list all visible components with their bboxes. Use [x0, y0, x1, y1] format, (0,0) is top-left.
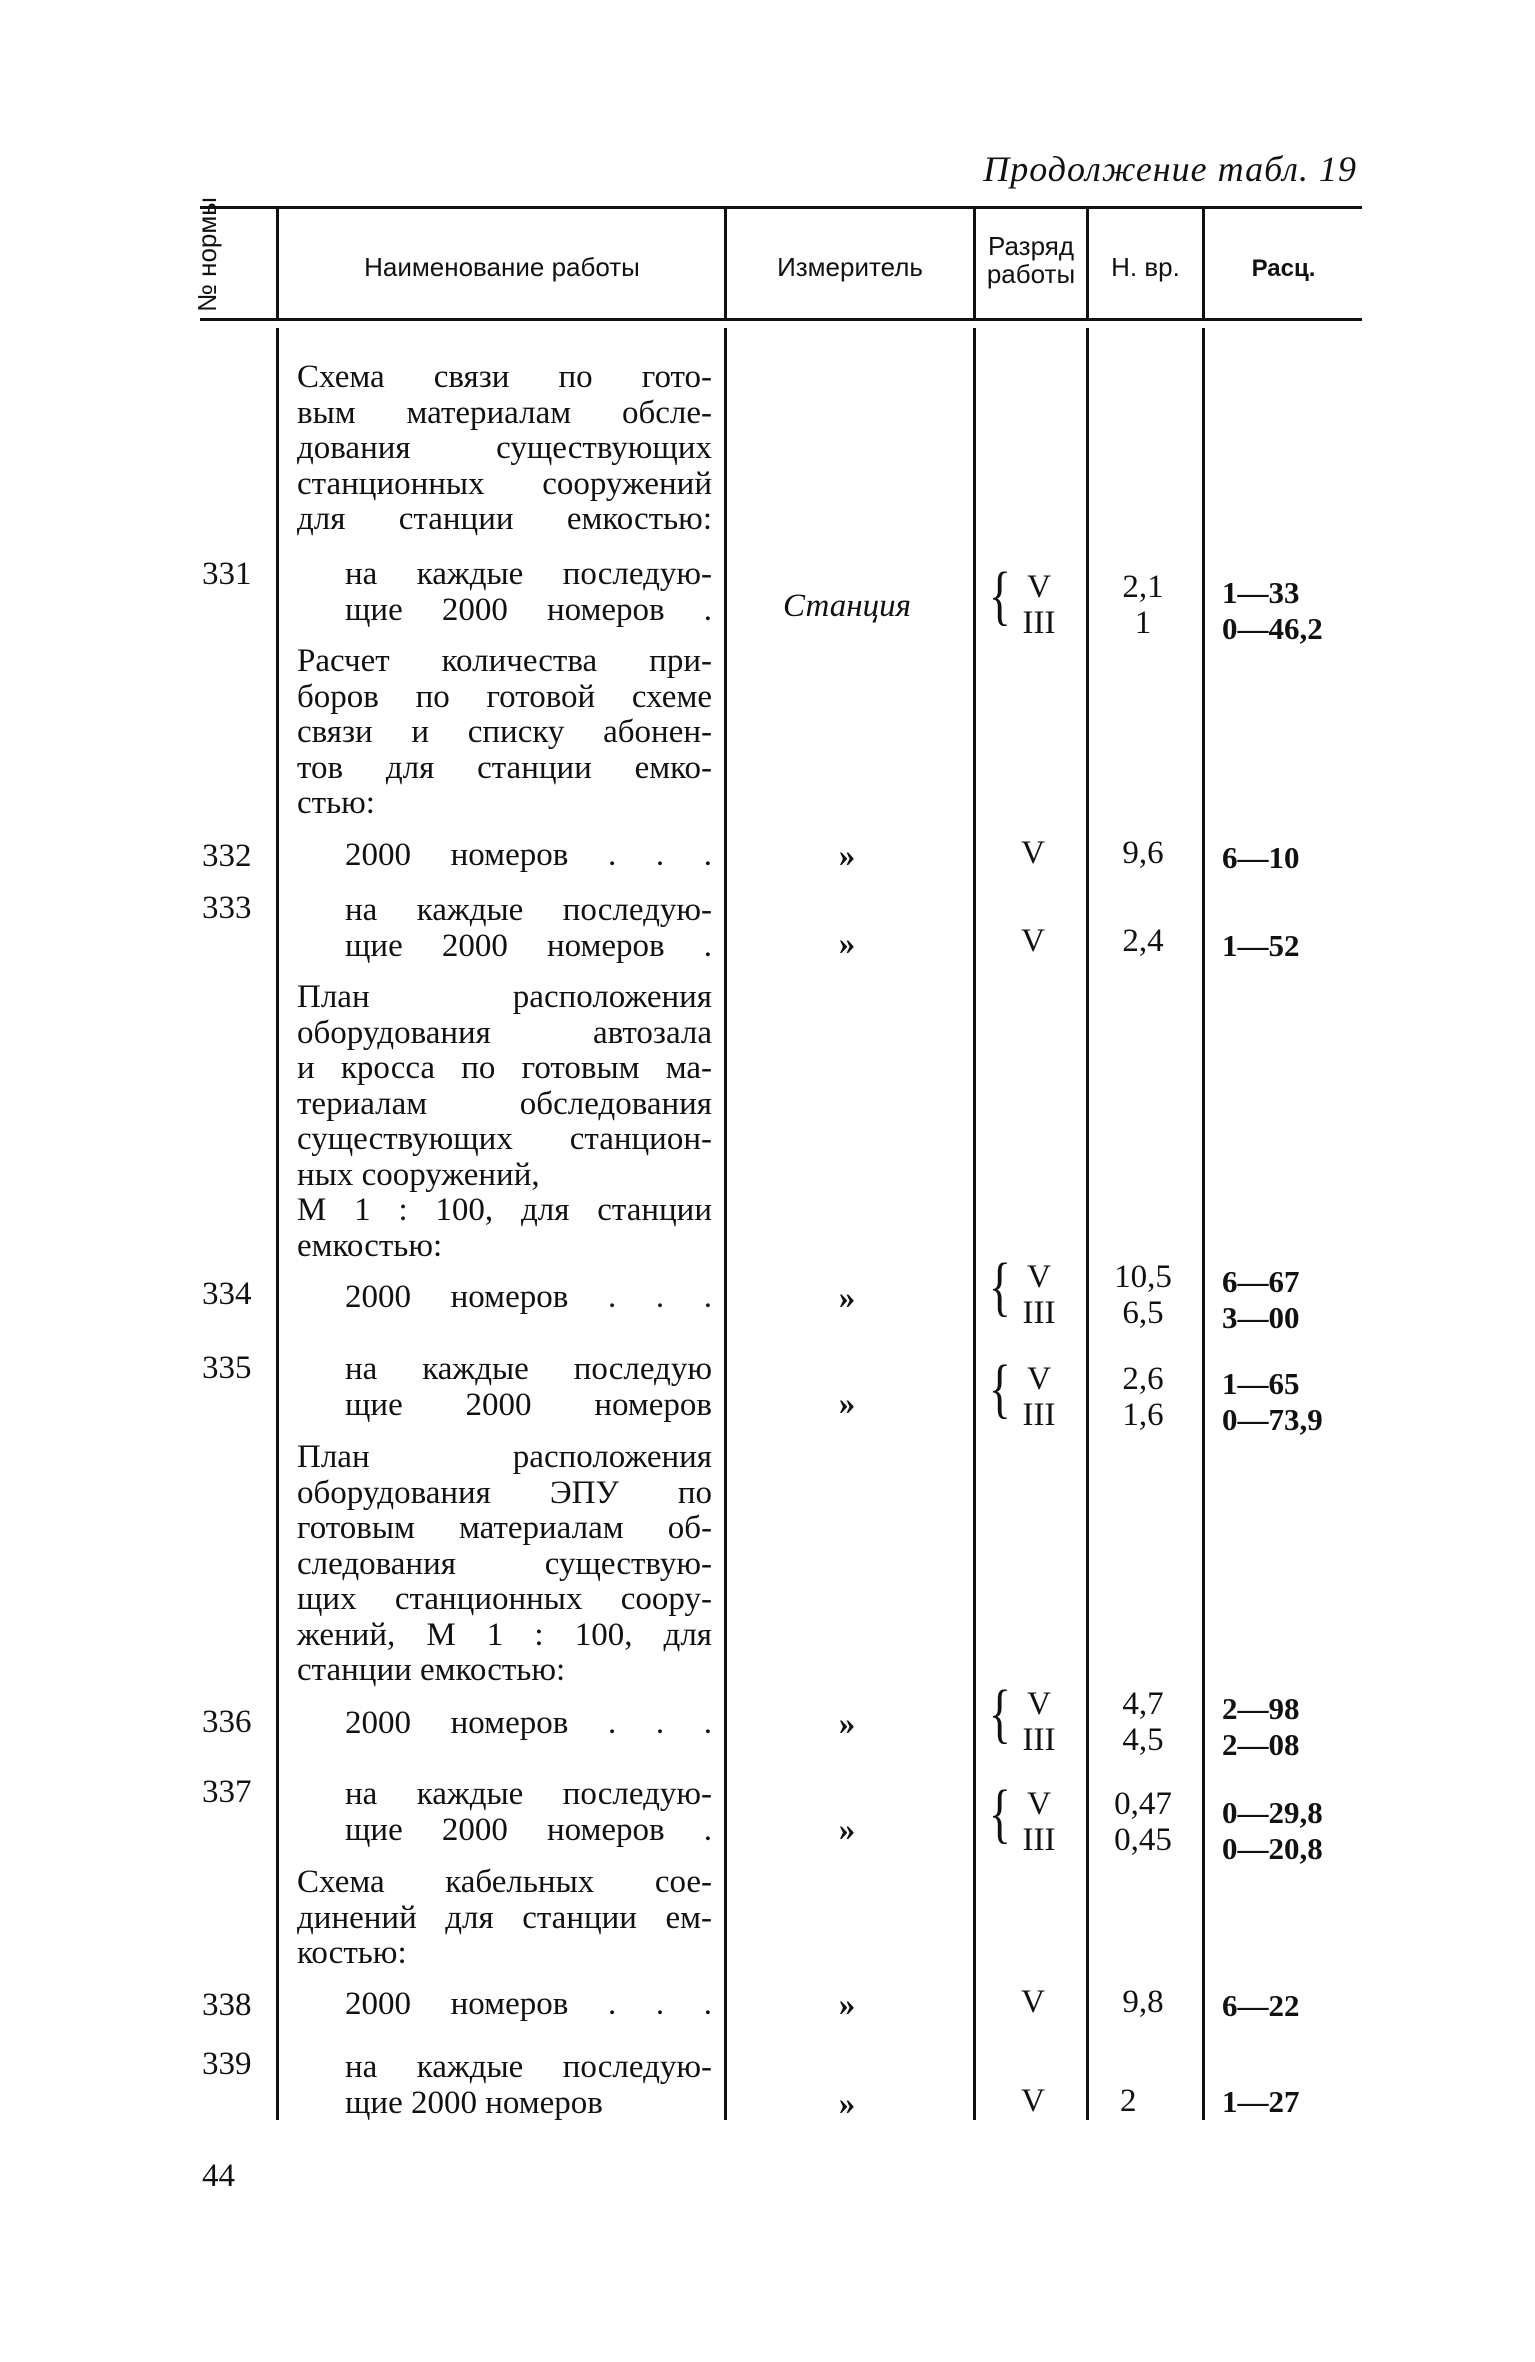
rate-cell: 2—98 2—08: [1222, 1691, 1300, 1762]
header-divider: [276, 207, 279, 318]
table-top-rule: [200, 206, 1362, 209]
grade-cell: V III: [1022, 1686, 1056, 1758]
time-cell: 9,6: [1122, 835, 1164, 871]
work-item: на каждые последую- щие 2000 номеров .: [345, 1776, 712, 1848]
work-item: 2000 номеров . . .: [345, 1986, 712, 2022]
measure-cell: »: [838, 1386, 856, 1422]
time-cell: 4,7 4,5: [1122, 1686, 1164, 1758]
time-cell: 2: [1120, 2083, 1137, 2119]
grade-cell: V III: [1022, 1786, 1056, 1858]
column-divider: [276, 328, 279, 2120]
brace: {: [988, 1677, 1011, 1750]
header-num: № нормы: [192, 197, 222, 312]
group-heading: План расположения оборудования ЭПУ по готовым материалам об- следования существую- щих станционных соору- жений, М 1 : 100, для станции емкостью:: [297, 1439, 712, 1688]
header-measure: Измеритель: [777, 252, 923, 282]
rate-cell: 1—52: [1222, 928, 1300, 963]
norm-number: 336: [202, 1704, 252, 1740]
norm-number: 335: [202, 1350, 252, 1386]
measure-cell: »: [838, 1706, 856, 1742]
header-time: Н. вр.: [1111, 252, 1180, 282]
header-name: Наименование работы: [364, 252, 640, 282]
work-item: 2000 номеров . . .: [345, 1705, 712, 1741]
norm-number: 334: [202, 1276, 252, 1312]
column-divider: [973, 328, 976, 2120]
work-item: 2000 номеров . . .: [345, 837, 712, 873]
time-cell: 2,4: [1122, 923, 1164, 959]
header-rate: Расц.: [1251, 255, 1316, 282]
table-caption: Продолжение табл. 19: [983, 149, 1357, 189]
rate-cell: 1—27: [1222, 2084, 1300, 2119]
group-heading: Схема кабельных сое- динений для станции ем- костью:: [297, 1864, 712, 1971]
rate-cell: 1—33 0—46,2: [1222, 575, 1323, 646]
grade-cell: V: [1021, 2083, 1045, 2119]
norm-number: 332: [202, 838, 252, 874]
norm-number: 339: [202, 2046, 252, 2082]
grade-cell: V: [1021, 1984, 1045, 2020]
time-cell: 10,5 6,5: [1114, 1259, 1172, 1331]
work-item: на каждые последую щие 2000 номеров: [345, 1351, 712, 1423]
rate-cell: 6—10: [1222, 840, 1300, 875]
rate-cell: 0—29,8 0—20,8: [1222, 1795, 1323, 1866]
work-item: на каждые последую- щие 2000 номеров: [345, 2049, 712, 2121]
measure-cell: »: [838, 2086, 856, 2122]
header-bottom-rule: [200, 318, 1362, 321]
grade-cell: V III: [1022, 1361, 1056, 1433]
group-heading: Схема связи по гото- вым материалам обсле- дования существующих станционных сооружений для станции емкостью:: [297, 359, 712, 537]
rate-cell: 1—65 0—73,9: [1222, 1366, 1323, 1437]
time-cell: 9,8: [1122, 1984, 1164, 2020]
norm-number: 331: [202, 556, 252, 592]
measure-cell: »: [838, 1812, 856, 1848]
measure-cell: »: [838, 926, 856, 962]
header-grade: Разряд работы: [986, 231, 1076, 289]
brace: {: [988, 1777, 1011, 1850]
column-divider: [1202, 328, 1205, 2120]
rate-cell: 6—22: [1222, 1988, 1300, 2023]
work-item: на каждые последую- щие 2000 номеров .: [345, 556, 712, 628]
norm-number: 337: [202, 1774, 252, 1810]
measure-cell: Станция: [783, 588, 911, 624]
measure-cell: »: [838, 1987, 856, 2023]
time-cell: 0,47 0,45: [1114, 1786, 1172, 1858]
work-item: на каждые последую- щие 2000 номеров .: [345, 892, 712, 964]
brace: {: [988, 1352, 1011, 1425]
work-item: 2000 номеров . . .: [345, 1279, 712, 1315]
brace: {: [988, 559, 1011, 632]
norm-number: 338: [202, 1987, 252, 2023]
column-divider: [1086, 328, 1089, 2120]
time-cell: 2,1 1: [1122, 569, 1164, 641]
time-cell: 2,6 1,6: [1122, 1361, 1164, 1433]
rate-cell: 6—67 3—00: [1222, 1264, 1300, 1335]
grade-cell: V III: [1022, 569, 1056, 641]
group-heading: План расположения оборудования автозала и кросса по готовым ма- териалам обследования существующих станцион- ных сооружений, М 1 : 100, для станции емкостью:: [297, 979, 712, 1264]
group-heading: Расчет количества при- боров по готовой схеме связи и списку абонен- тов для станции емко- стью:: [297, 643, 712, 821]
norm-number: 333: [202, 890, 252, 926]
brace: {: [988, 1250, 1011, 1323]
measure-cell: »: [838, 1280, 856, 1316]
grade-cell: V: [1021, 923, 1045, 959]
page-number: 44: [202, 2158, 235, 2194]
grade-cell: V: [1021, 835, 1045, 871]
grade-cell: V III: [1022, 1259, 1056, 1331]
measure-cell: »: [838, 838, 856, 874]
